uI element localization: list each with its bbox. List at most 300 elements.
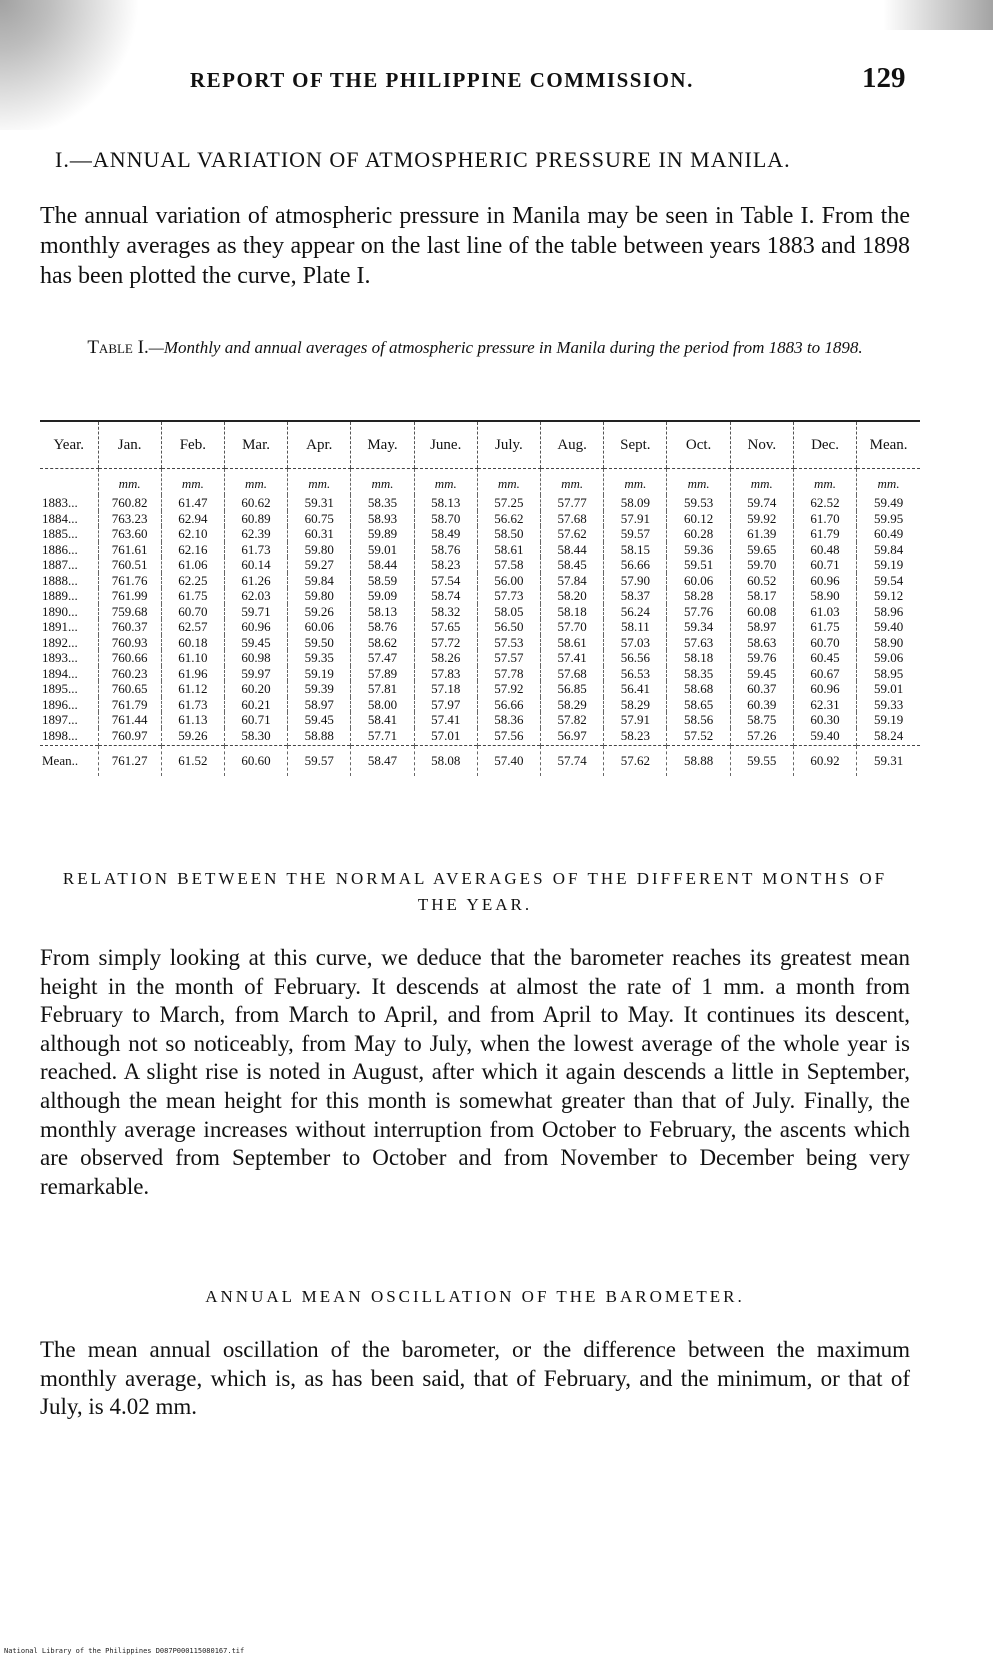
unit-cell: mm. (793, 469, 856, 496)
pressure-cell: 59.89 (351, 526, 414, 542)
pressure-cell: 58.35 (667, 666, 730, 682)
table-row (40, 526, 920, 542)
mean-cell: 58.47 (351, 746, 414, 777)
pressure-cell: 59.80 (288, 542, 351, 558)
pressure-cell: 60.37 (730, 681, 793, 697)
mean-cell: 60.60 (224, 746, 287, 777)
pressure-cell: 58.63 (730, 635, 793, 651)
pressure-cell: 58.93 (351, 511, 414, 527)
mean-cell: 57.62 (604, 746, 667, 777)
unit-cell: mm. (414, 469, 477, 496)
year-cell: 1892... (42, 634, 78, 650)
pressure-cell: 57.03 (604, 635, 667, 651)
year-cell: 1893... (42, 650, 78, 665)
pressure-cell: 58.00 (351, 697, 414, 713)
year-cell: 1894... (42, 665, 78, 681)
year-cell: 1897... (42, 712, 78, 727)
year-cell: 1898... (42, 727, 78, 743)
pressure-cell: 60.89 (224, 511, 287, 527)
pressure-cell: 59.74 (730, 495, 793, 511)
pressure-cell: 61.47 (161, 495, 224, 511)
column-header: Feb. (161, 421, 224, 469)
pressure-cell: 59.26 (161, 728, 224, 746)
pressure-cell: 57.58 (477, 557, 540, 573)
pressure-cell: 59.65 (730, 542, 793, 558)
pressure-cell: 57.01 (414, 728, 477, 746)
table-header (40, 421, 920, 469)
pressure-cell: 58.23 (414, 557, 477, 573)
column-header: June. (414, 421, 477, 469)
pressure-cell: 60.12 (667, 511, 730, 527)
pressure-cell: 58.13 (414, 495, 477, 511)
pressure-cell: 60.67 (793, 666, 856, 682)
pressure-cell: 57.81 (351, 681, 414, 697)
pressure-cell: 60.48 (793, 542, 856, 558)
pressure-cell: 59.40 (793, 728, 856, 746)
pressure-cell: 59.95 (857, 511, 920, 527)
pressure-cell: 61.75 (793, 619, 856, 635)
pressure-cell: 62.03 (224, 588, 287, 604)
pressure-cell: 58.96 (857, 604, 920, 620)
pressure-cell: 61.26 (224, 573, 287, 589)
column-header: Year. (40, 421, 98, 469)
year-cell: 1889... (42, 588, 78, 603)
pressure-cell: 763.23 (98, 511, 161, 527)
year-cell: 1896... (42, 696, 78, 712)
column-header: Aug. (541, 421, 604, 469)
pressure-cell: 760.65 (98, 681, 161, 697)
table-row (40, 573, 920, 589)
pressure-cell: 57.91 (604, 712, 667, 728)
pressure-cell: 60.49 (857, 526, 920, 542)
pressure-cell: 58.90 (857, 635, 920, 651)
pressure-cell: 58.15 (604, 542, 667, 558)
table-header-row (40, 421, 920, 469)
pressure-cell: 60.71 (224, 712, 287, 728)
mean-label-cell: Mean.. (40, 746, 98, 777)
pressure-cell: 58.18 (541, 604, 604, 620)
pressure-cell: 57.72 (414, 635, 477, 651)
pressure-cell: 58.56 (667, 712, 730, 728)
pressure-cell: 58.97 (288, 697, 351, 713)
pressure-cell: 59.01 (351, 542, 414, 558)
pressure-cell: 60.45 (793, 650, 856, 666)
pressure-cell: 761.99 (98, 588, 161, 604)
pressure-cell: 58.24 (857, 728, 920, 746)
section-heading: I.—ANNUAL VARIATION OF ATMOSPHERIC PRESSURE IN MANILA. (55, 147, 791, 172)
pressure-cell: 58.41 (351, 712, 414, 728)
pressure-cell: 57.63 (667, 635, 730, 651)
pressure-cell: 56.41 (604, 681, 667, 697)
unit-cell: mm. (224, 469, 287, 496)
pressure-cell: 59.39 (288, 681, 351, 697)
pressure-cell: 59.35 (288, 650, 351, 666)
pressure-cell: 763.60 (98, 526, 161, 542)
pressure-cell: 58.68 (667, 681, 730, 697)
pressure-cell: 57.52 (667, 728, 730, 746)
pressure-cell: 60.14 (224, 557, 287, 573)
unit-cell (40, 469, 98, 496)
table-caption-text: —Monthly and annual averages of atmospheric pressure in Manila during the period from 1883 to 1898. (148, 338, 863, 357)
pressure-cell: 58.70 (414, 511, 477, 527)
mean-cell: 59.57 (288, 746, 351, 777)
pressure-cell: 57.90 (604, 573, 667, 589)
mean-cell: 58.88 (667, 746, 730, 777)
pressure-cell: 59.19 (288, 666, 351, 682)
pressure-cell: 57.78 (477, 666, 540, 682)
pressure-cell: 60.30 (793, 712, 856, 728)
pressure-cell: 58.26 (414, 650, 477, 666)
pressure-cell: 761.79 (98, 697, 161, 713)
column-header: Mar. (224, 421, 287, 469)
pressure-cell: 60.96 (793, 681, 856, 697)
relation-heading: RELATION BETWEEN THE NORMAL AVERAGES OF THE DIFFERENT MONTHS OF THE YEAR. (62, 869, 888, 914)
pressure-cell: 59.71 (224, 604, 287, 620)
pressure-cell: 60.28 (667, 526, 730, 542)
pressure-cell: 59.06 (857, 650, 920, 666)
pressure-cell: 57.77 (541, 495, 604, 511)
pressure-cell: 60.39 (730, 697, 793, 713)
pressure-cell: 59.53 (667, 495, 730, 511)
pressure-cell: 59.84 (288, 573, 351, 589)
pressure-cell: 59.51 (667, 557, 730, 573)
unit-cell: mm. (857, 469, 920, 496)
pressure-cell: 760.82 (98, 495, 161, 511)
pressure-cell: 60.06 (288, 619, 351, 635)
mean-cell: 57.74 (541, 746, 604, 777)
unit-cell: mm. (98, 469, 161, 496)
pressure-cell: 59.40 (857, 619, 920, 635)
pressure-cell: 60.21 (224, 697, 287, 713)
pressure-cell: 57.73 (477, 588, 540, 604)
pressure-cell: 60.31 (288, 526, 351, 542)
pressure-cell: 58.32 (414, 604, 477, 620)
unit-cell: mm. (730, 469, 793, 496)
pressure-cell: 56.62 (477, 511, 540, 527)
pressure-cell: 56.85 (541, 681, 604, 697)
pressure-cell: 59.12 (857, 588, 920, 604)
pressure-cell: 58.11 (604, 619, 667, 635)
mean-cell: 59.55 (730, 746, 793, 777)
column-header: Mean. (857, 421, 920, 469)
pressure-cell: 59.50 (288, 635, 351, 651)
pressure-cell: 59.70 (730, 557, 793, 573)
year-cell: 1890... (42, 603, 78, 619)
year-cell: 1887... (42, 557, 78, 572)
pressure-cell: 58.49 (414, 526, 477, 542)
column-header: Oct. (667, 421, 730, 469)
pressure-cell: 58.37 (604, 588, 667, 604)
column-header: July. (477, 421, 540, 469)
pressure-cell: 58.90 (793, 588, 856, 604)
pressure-cell: 59.54 (857, 573, 920, 589)
pressure-cell: 56.97 (541, 728, 604, 746)
pressure-cell: 761.76 (98, 573, 161, 589)
pressure-cell: 57.92 (477, 681, 540, 697)
table-row (40, 588, 920, 604)
pressure-cell: 760.51 (98, 557, 161, 573)
pressure-cell: 58.74 (414, 588, 477, 604)
pressure-cell: 58.61 (541, 635, 604, 651)
pressure-cell: 61.13 (161, 712, 224, 728)
mean-cell: 59.31 (857, 746, 920, 777)
pressure-cell: 61.75 (161, 588, 224, 604)
pressure-cell: 58.05 (477, 604, 540, 620)
intro-paragraph: The annual variation of atmospheric pressure in Manila may be seen in Table I. From the monthly averages as they appear on the last line of the table between years 1883 and 1898 has been plotted the curve, Plate I. (40, 203, 910, 289)
pressure-cell: 760.23 (98, 666, 161, 682)
pressure-cell: 62.10 (161, 526, 224, 542)
pressure-cell: 60.75 (288, 511, 351, 527)
pressure-cell: 58.17 (730, 588, 793, 604)
table-row (40, 666, 920, 682)
page-number: 129 (862, 62, 906, 94)
pressure-cell: 58.45 (541, 557, 604, 573)
unit-cell: mm. (541, 469, 604, 496)
pressure-cell: 57.76 (667, 604, 730, 620)
pressure-cell: 60.96 (224, 619, 287, 635)
pressure-cell: 61.39 (730, 526, 793, 542)
pressure-cell: 60.08 (730, 604, 793, 620)
pressure-cell: 58.28 (667, 588, 730, 604)
oscillation-heading: ANNUAL MEAN OSCILLATION OF THE BAROMETER. (205, 1287, 745, 1306)
table-row (40, 650, 920, 666)
pressure-cell: 59.31 (288, 495, 351, 511)
unit-row (40, 469, 920, 496)
pressure-cell: 61.03 (793, 604, 856, 620)
pressure-cell: 56.50 (477, 619, 540, 635)
pressure-cell: 58.59 (351, 573, 414, 589)
pressure-cell: 59.34 (667, 619, 730, 635)
pressure-cell: 760.37 (98, 619, 161, 635)
pressure-cell: 759.68 (98, 604, 161, 620)
pressure-cell: 62.25 (161, 573, 224, 589)
pressure-cell: 59.45 (288, 712, 351, 728)
pressure-cell: 58.88 (288, 728, 351, 746)
pressure-cell: 58.62 (351, 635, 414, 651)
pressure-cell: 61.10 (161, 650, 224, 666)
pressure-cell: 59.45 (224, 635, 287, 651)
unit-cell: mm. (351, 469, 414, 496)
pressure-cell: 58.75 (730, 712, 793, 728)
pressure-cell: 760.97 (98, 728, 161, 746)
year-cell: 1891... (42, 619, 78, 634)
pressure-cell: 61.06 (161, 557, 224, 573)
pressure-cell: 60.06 (667, 573, 730, 589)
pressure-cell: 59.33 (857, 697, 920, 713)
pressure-cell: 59.57 (604, 526, 667, 542)
pressure-table (40, 420, 920, 776)
pressure-cell: 761.61 (98, 542, 161, 558)
pressure-cell: 58.09 (604, 495, 667, 511)
table-row (40, 619, 920, 635)
table-body (40, 469, 920, 777)
year-cell: 1888... (42, 572, 78, 588)
pressure-cell: 59.19 (857, 712, 920, 728)
pressure-cell: 59.80 (288, 588, 351, 604)
column-header: Apr. (288, 421, 351, 469)
pressure-cell: 60.96 (793, 573, 856, 589)
unit-cell: mm. (477, 469, 540, 496)
running-header (0, 62, 993, 102)
pressure-cell: 60.20 (224, 681, 287, 697)
pressure-cell: 58.44 (541, 542, 604, 558)
pressure-cell: 58.13 (351, 604, 414, 620)
scan-shadow-right (883, 0, 993, 30)
table-row (40, 557, 920, 573)
mean-cell: 58.08 (414, 746, 477, 777)
table-row (40, 604, 920, 620)
pressure-cell: 61.12 (161, 681, 224, 697)
column-header: May. (351, 421, 414, 469)
pressure-cell: 59.01 (857, 681, 920, 697)
table-row (40, 681, 920, 697)
pressure-cell: 60.52 (730, 573, 793, 589)
pressure-cell: 62.39 (224, 526, 287, 542)
pressure-cell: 56.66 (604, 557, 667, 573)
table-row (40, 542, 920, 558)
year-cell: 1895... (42, 681, 78, 696)
pressure-cell: 58.29 (604, 697, 667, 713)
pressure-cell: 61.96 (161, 666, 224, 682)
pressure-cell: 760.93 (98, 635, 161, 651)
pressure-cell: 59.49 (857, 495, 920, 511)
pressure-cell: 57.84 (541, 573, 604, 589)
pressure-cell: 58.36 (477, 712, 540, 728)
pressure-cell: 57.89 (351, 666, 414, 682)
scan-footer: National Library of the Philippines D087P000115080167.tif (4, 1647, 245, 1655)
pressure-cell: 59.19 (857, 557, 920, 573)
pressure-cell: 57.41 (541, 650, 604, 666)
pressure-cell: 57.41 (414, 712, 477, 728)
pressure-cell: 58.95 (857, 666, 920, 682)
year-cell: 1883... (42, 495, 78, 510)
mean-cell: 61.52 (161, 746, 224, 777)
pressure-cell: 61.73 (224, 542, 287, 558)
pressure-cell: 60.71 (793, 557, 856, 573)
pressure-cell: 57.70 (541, 619, 604, 635)
pressure-cell: 57.54 (414, 573, 477, 589)
relation-paragraph: From simply looking at this curve, we deduce that the barometer reaches its greatest mean height in the month of February. It descends at almost the rate of 1 mm. a month from February to March, from March to April, and from April to May. It continues its descent, although not so noticeably, from May to July, when the lowest average of the whole year is reached. A slight rise is noted in August, after which it again descends a little in September, although the mean height for this month is somewhat greater than that of July. Finally, the monthly average increases without interruption from October to February, the ascents which are observed from September to October and from November to December being very remarkable. (40, 945, 910, 1199)
pressure-cell: 59.26 (288, 604, 351, 620)
pressure-cell: 761.44 (98, 712, 161, 728)
pressure-cell: 57.65 (414, 619, 477, 635)
table-row (40, 697, 920, 713)
pressure-cell: 59.09 (351, 588, 414, 604)
year-cell: 1884... (42, 510, 78, 526)
pressure-cell: 57.68 (541, 666, 604, 682)
pressure-cell: 61.79 (793, 526, 856, 542)
table-row (40, 635, 920, 651)
pressure-cell: 58.23 (604, 728, 667, 746)
pressure-cell: 58.20 (541, 588, 604, 604)
pressure-cell: 58.35 (351, 495, 414, 511)
pressure-cell: 58.97 (730, 619, 793, 635)
pressure-cell: 59.45 (730, 666, 793, 682)
mean-cell: 761.27 (98, 746, 161, 777)
pressure-cell: 58.76 (351, 619, 414, 635)
table-caption-lead: Table I. (87, 337, 149, 358)
unit-cell: mm. (604, 469, 667, 496)
pressure-cell: 57.53 (477, 635, 540, 651)
pressure-cell: 57.47 (351, 650, 414, 666)
mean-cell: 57.40 (477, 746, 540, 777)
pressure-cell: 62.57 (161, 619, 224, 635)
pressure-cell: 59.92 (730, 511, 793, 527)
pressure-cell: 57.18 (414, 681, 477, 697)
pressure-cell: 57.91 (604, 511, 667, 527)
pressure-cell: 60.70 (161, 604, 224, 620)
pressure-cell: 56.00 (477, 573, 540, 589)
pressure-cell: 58.29 (541, 697, 604, 713)
pressure-cell: 62.16 (161, 542, 224, 558)
year-cell: 1886... (42, 541, 78, 557)
pressure-cell: 760.66 (98, 650, 161, 666)
pressure-cell: 56.24 (604, 604, 667, 620)
pressure-cell: 62.31 (793, 697, 856, 713)
pressure-cell: 62.94 (161, 511, 224, 527)
pressure-cell: 58.44 (351, 557, 414, 573)
pressure-cell: 57.62 (541, 526, 604, 542)
pressure-cell: 57.68 (541, 511, 604, 527)
pressure-cell: 58.18 (667, 650, 730, 666)
pressure-cell: 58.30 (224, 728, 287, 746)
pressure-cell: 56.56 (604, 650, 667, 666)
table-caption (40, 338, 910, 357)
pressure-cell: 57.25 (477, 495, 540, 511)
pressure-cell: 58.61 (477, 542, 540, 558)
pressure-cell: 57.83 (414, 666, 477, 682)
pressure-cell: 59.36 (667, 542, 730, 558)
table-row (40, 495, 920, 511)
table-row (40, 511, 920, 527)
pressure-cell: 60.62 (224, 495, 287, 511)
pressure-cell: 57.71 (351, 728, 414, 746)
pressure-cell: 58.76 (414, 542, 477, 558)
unit-cell: mm. (667, 469, 730, 496)
pressure-cell: 60.70 (793, 635, 856, 651)
column-header: Jan. (98, 421, 161, 469)
pressure-cell: 59.84 (857, 542, 920, 558)
column-header: Sept. (604, 421, 667, 469)
pressure-cell: 59.76 (730, 650, 793, 666)
unit-cell: mm. (288, 469, 351, 496)
mean-cell: 60.92 (793, 746, 856, 777)
pressure-cell: 61.73 (161, 697, 224, 713)
pressure-cell: 57.97 (414, 697, 477, 713)
pressure-cell: 61.70 (793, 511, 856, 527)
pressure-cell: 56.53 (604, 666, 667, 682)
oscillation-paragraph: The mean annual oscillation of the barometer, or the difference between the maximum monthly average, which is, as has been said, that of February, and the minimum, or that of July, is 4.02 mm. (40, 1337, 910, 1420)
unit-cell: mm. (161, 469, 224, 496)
pressure-cell: 57.82 (541, 712, 604, 728)
year-cell: 1885... (42, 526, 78, 541)
pressure-cell: 62.52 (793, 495, 856, 511)
pressure-cell: 57.56 (477, 728, 540, 746)
pressure-cell: 59.27 (288, 557, 351, 573)
pressure-cell: 60.18 (161, 635, 224, 651)
table-row (40, 728, 920, 746)
pressure-cell: 58.50 (477, 526, 540, 542)
pressure-cell: 56.66 (477, 697, 540, 713)
column-header: Nov. (730, 421, 793, 469)
pressure-cell: 57.57 (477, 650, 540, 666)
pressure-cell: 59.97 (224, 666, 287, 682)
table-row (40, 712, 920, 728)
column-header: Dec. (793, 421, 856, 469)
pressure-cell: 57.26 (730, 728, 793, 746)
pressure-cell: 58.65 (667, 697, 730, 713)
pressure-cell: 60.98 (224, 650, 287, 666)
